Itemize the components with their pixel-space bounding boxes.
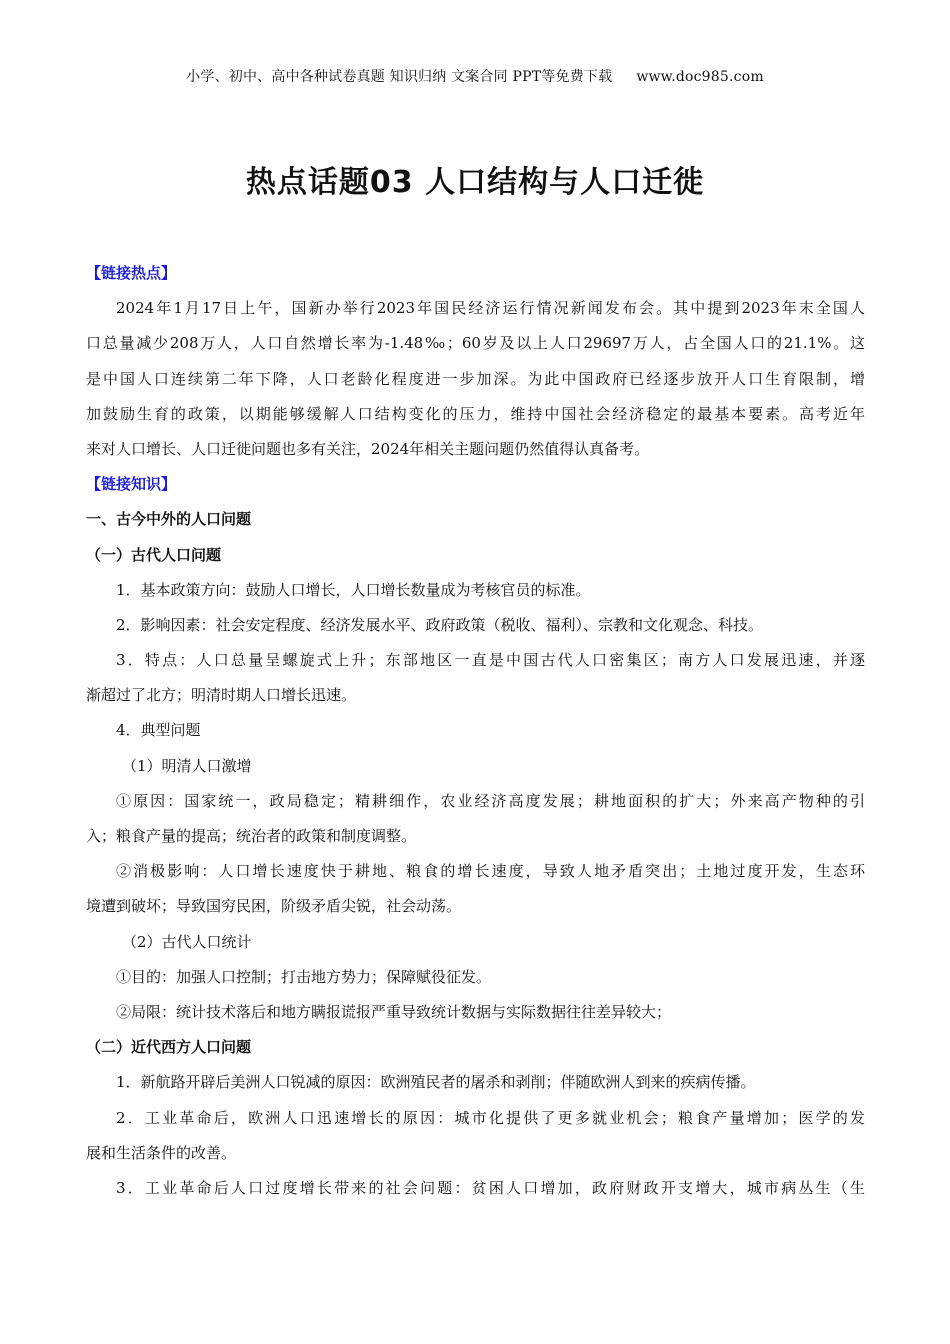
- modern-item-2-line-2: 展和生活条件的改善。: [86, 1143, 237, 1162]
- ancient-item-2: 2．影响因素：社会安定程度、经济发展水平、政府政策（税收、福利）、宗教和文化观念、科技。: [116, 615, 764, 634]
- ancient-item-1: 1．基本政策方向：鼓励人口增长，人口增长数量成为考核官员的标准。: [116, 580, 591, 599]
- ancient-item-4: 4．典型问题: [116, 721, 201, 740]
- modern-item-3-line-1: 3．工业革命后人口过度增长带来的社会问题：贫困人口增加，政府财政开支增大，城市病丛生（生: [116, 1178, 865, 1197]
- hot-paragraph-line-1: 2024年1月17日上午，国新办举行2023年国民经济运行情况新闻发布会。其中提到2023年末全国人: [116, 299, 865, 318]
- hot-link-heading: 【链接热点】: [86, 264, 177, 282]
- ming-qing-causes-line-1: ①原因：国家统一，政局稳定；精耕细作，农业经济高度发展；耕地面积的扩大；外来高产物种的引: [116, 791, 865, 810]
- census-limitation: ②局限：统计技术落后和地方瞒报谎报严重导致统计数据与实际数据往往差异较大；: [116, 1002, 672, 1021]
- ming-qing-effects-line-2: 境遭到破坏；导致国穷民困，阶级矛盾尖锐，社会动荡。: [86, 897, 462, 916]
- hot-paragraph-line-5: 来对人口增长、人口迁徙问题也多有关注，2024年相关主题问题仍然值得认真备考。: [86, 439, 650, 458]
- knowledge-link-heading: 【链接知识】: [86, 475, 177, 494]
- hot-paragraph-line-4: 加鼓励生育的政策，以期能够缓解人口结构变化的压力，维持中国社会经济稳定的最基本要素。高考近年: [86, 404, 865, 423]
- census-purpose: ①目的：加强人口控制；打击地方势力；保障赋役征发。: [116, 967, 492, 986]
- ancient-item-4-1: （1）明清人口激增: [122, 756, 252, 775]
- page-header: [0, 66, 950, 86]
- document-title: 热点话题03 人口结构与人口迁徙: [245, 165, 705, 200]
- subsection-heading-ancient: （一）古代人口问题: [86, 545, 222, 564]
- ancient-item-3-line-2: 渐超过了北方；明清时期人口增长迅速。: [86, 686, 357, 705]
- ancient-item-3-line-1: 3．特点：人口总量呈螺旋式上升；东部地区一直是中国古代人口密集区；南方人口发展迅速，并逐: [116, 651, 865, 670]
- modern-item-2-line-1: 2．工业革命后，欧洲人口迅速增长的原因：城市化提供了更多就业机会；粮食产量增加；医学的发: [116, 1108, 865, 1127]
- ancient-item-4-2: （2）古代人口统计: [122, 932, 252, 951]
- header-text: 小学、初中、高中各种试卷真题 知识归纳 文案合同 PPT等免费下载: [186, 69, 613, 85]
- ming-qing-causes-line-2: 入；粮食产量的提高；统治者的政策和制度调整。: [86, 827, 417, 845]
- header-site-link[interactable]: www.doc985.com: [636, 69, 764, 85]
- modern-item-1: 1．新航路开辟后美洲人口锐减的原因：欧洲殖民者的屠杀和剥削；伴随欧洲人到来的疾病传播。: [116, 1073, 756, 1092]
- document-body: [86, 256, 865, 1206]
- hot-paragraph-line-3: 是中国人口连续第二年下降，人口老龄化程度进一步加深。为此中国政府已经逐步放开人口生育限制，增: [86, 369, 865, 388]
- ming-qing-effects-line-1: ②消极影响：人口增长速度快于耕地、粮食的增长速度，导致人地矛盾突出；土地过度开发，生态环: [116, 862, 865, 881]
- hot-paragraph-line-2: 口总量减少208万人，人口自然增长率为-1.48‰；60岁及以上人口29697万人，占全国人口的21.1%。这: [86, 334, 865, 353]
- section-heading-1: 一、古今中外的人口问题: [86, 510, 252, 529]
- subsection-heading-modern: （二）近代西方人口问题: [86, 1038, 252, 1057]
